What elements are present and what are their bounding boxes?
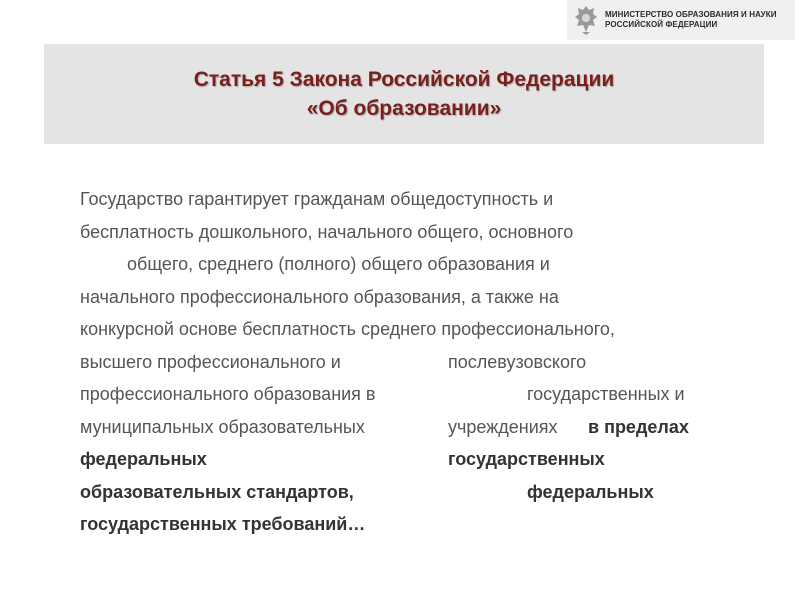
text-segment-bold: государственных требований… [80,514,366,534]
text-segment: послевузовского [448,351,587,372]
text-segment-bold: федеральных [527,481,654,502]
ministry-logo [567,0,795,40]
text-line-4 [80,281,770,314]
text-segment: начального профессионального образования, а также на [80,286,559,307]
text-line-6 [80,346,770,379]
text-line-5 [80,313,770,346]
text-segment: общего, среднего (полного) общего образования и [127,254,550,274]
text-line-3 [80,248,770,281]
text-line-10 [80,476,770,509]
text-segment: муниципальных образовательных [80,416,365,437]
text-segment: профессионального образования в [80,384,376,404]
text-line-2 [80,216,770,249]
text-segment: Государство гарантирует гражданам общедоступность и [80,189,554,209]
article-text [80,183,770,541]
ministry-name-line2: РОССИЙСКОЙ ФЕДЕРАЦИИ [605,20,718,29]
slide-title-line2: «Об образовании» [306,97,502,120]
text-segment: высшего профессионального и [80,351,341,372]
text-line-7 [80,378,770,411]
text-line-11 [80,508,770,541]
text-line-1 [80,183,770,216]
text-segment-bold: в пределах [588,416,689,437]
text-segment: бесплатность дошкольного, начального общего, основного [80,221,574,242]
text-segment: учреждениях [448,416,558,437]
text-segment-bold: образовательных стандартов, [80,481,354,502]
text-line-8 [80,411,770,444]
slide-title-line1: Статья 5 Закона Российской Федерации [193,68,615,91]
text-segment-bold: федеральных [80,449,207,469]
text-segment: государственных и [527,384,685,404]
text-segment: конкурсной основе бесплатность среднего профессионального, [80,319,615,339]
ministry-name-line1: МИНИСТЕРСТВО ОБРАЗОВАНИЯ И НАУКИ [605,10,777,19]
title-box [44,44,764,144]
text-segment-bold: государственных [448,449,605,469]
text-line-9 [80,443,770,476]
coat-of-arms-icon [573,4,599,36]
